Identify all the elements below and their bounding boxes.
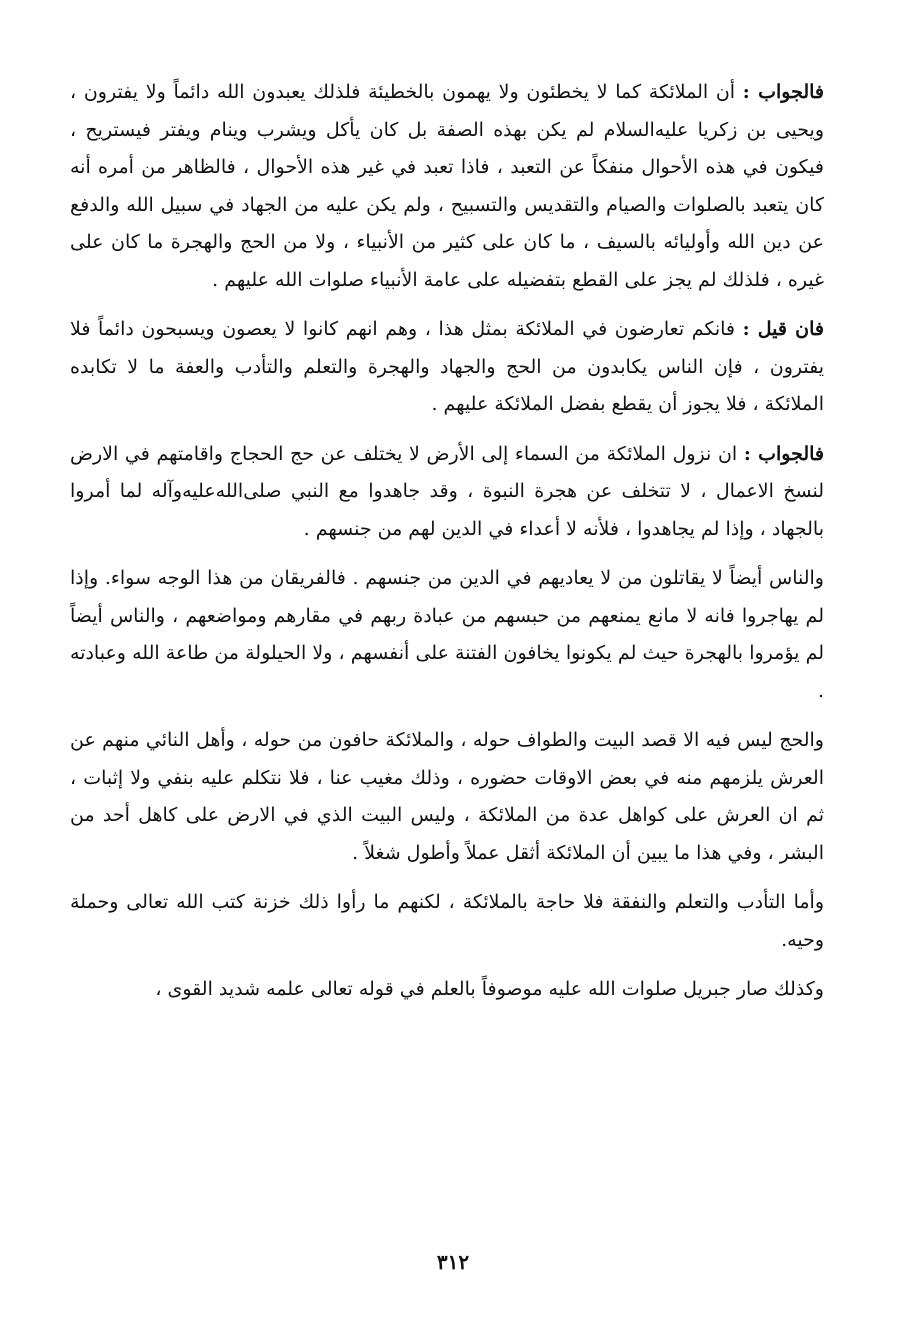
paragraph-6: [70, 884, 824, 959]
paragraph-text: ان نزول الملائكة من السماء إلى الأرض لا يختلف عن حج الحجاج واقامتهم في الارض لنسخ الاعمال ، لا تتخلف عن هجرة النبوة ، وقد جاهدوا مع النبي صلى‌الله‌عليه‌وآله لما أمروا بالجهاد ، وإذا لم يجاهدوا ، فلأنه لا أعداء في الدين لهم من جنسهم .: [70, 442, 824, 540]
page-body: [70, 74, 824, 1021]
paragraph-7: [70, 971, 824, 1009]
paragraph-3: [70, 436, 824, 549]
paragraph-lead: فالجواب :: [743, 442, 824, 465]
page-number: ٣١٢: [436, 1250, 470, 1274]
paragraph-text: فانكم تعارضون في الملائكة بمثل هذا ، وهم انهم كانوا لا يعصون ويسبحون دائماً فلا يفترون ، فإن الناس يكابدون من الحج والجهاد والهجرة والتعلم والتأدب والعفة ما لا تكابده الملائكة ، فلا يجوز أن يقطع بفضل الملائكة عليهم .: [70, 318, 824, 415]
paragraph-text: وأما التأدب والتعلم والنفقة فلا حاجة بالملائكة ، لكنهم ما رأوا ذلك خزنة كتب الله تعالى وحملة وحيه.: [70, 891, 824, 951]
paragraph-text: أن الملائكة كما لا يخطئون ولا يهمون بالخطيئة فلذلك يعبدون الله دائماً ولا يفترون ، ويحيى بن زكريا عليه‌السلام لم يكن بهذه الصفة بل كان يأكل ويشرب وينام ويفتر فيستريح ، فيكون في هذه الأحوال منفكاً عن التعبد ، فاذا تعبد في غير هذه الأحوال ، فالظاهر من أمره أنه كان يتعبد بالصلوات والصيام والتقديس والتسبيح ، ولم يكن عليه من الجهاد في سبيل الله والدفع عن دين الله وأوليائه بالسيف ، ما كان على كثير من الأنبياء ، ولا من الحج والهجرة ما كان على غيره ، فلذلك لم يجز على القطع بتفضيله على عامة الأنبياء صلوات الله عليهم .: [70, 81, 824, 291]
paragraph-4: [70, 560, 824, 710]
paragraph-1: [70, 74, 824, 299]
paragraph-text: والناس أيضاً لا يقاتلون من لا يعاديهم في الدين من جنسهم . فالفريقان من هذا الوجه سواء. وإذا لم يهاجروا فانه لا مانع يمنعهم من حبسهم من عبادة ربهم في مقارهم ومواضعهم ، والناس أيضاً لم يؤمروا بالهجرة حيث لم يكونوا يخافون الفتنة على أنفسهم ، ولا الحيلولة من طاعة الله وعبادته .: [70, 567, 824, 702]
paragraph-text: وكذلك صار جبريل صلوات الله عليه موصوفاً بالعلم في قوله تعالى علمه شديد القوى ،: [155, 978, 824, 1000]
paragraph-lead: فالجواب :: [742, 81, 824, 103]
paragraph-5: [70, 722, 824, 872]
paragraph-text: والحج ليس فيه الا قصد البيت والطواف حوله ، والملائكة حافون من حوله ، وأهل النائي منهم عن العرش يلزمهم منه في بعض الاوقات حضوره ، وذلك مغيب عنا ، فلا نتكلم عليه بنفي ولا إثبات ، ثم ان العرش على كواهل عدة من الملائكة ، وليس البيت الذي في الارض على كاهل أحد من البشر ، وفي هذا ما يبين أن الملائكة أثقل عملاً وأطول شغلاً .: [70, 729, 824, 864]
paragraph-2: [70, 311, 824, 424]
paragraph-lead: فان قيل :: [742, 318, 824, 340]
